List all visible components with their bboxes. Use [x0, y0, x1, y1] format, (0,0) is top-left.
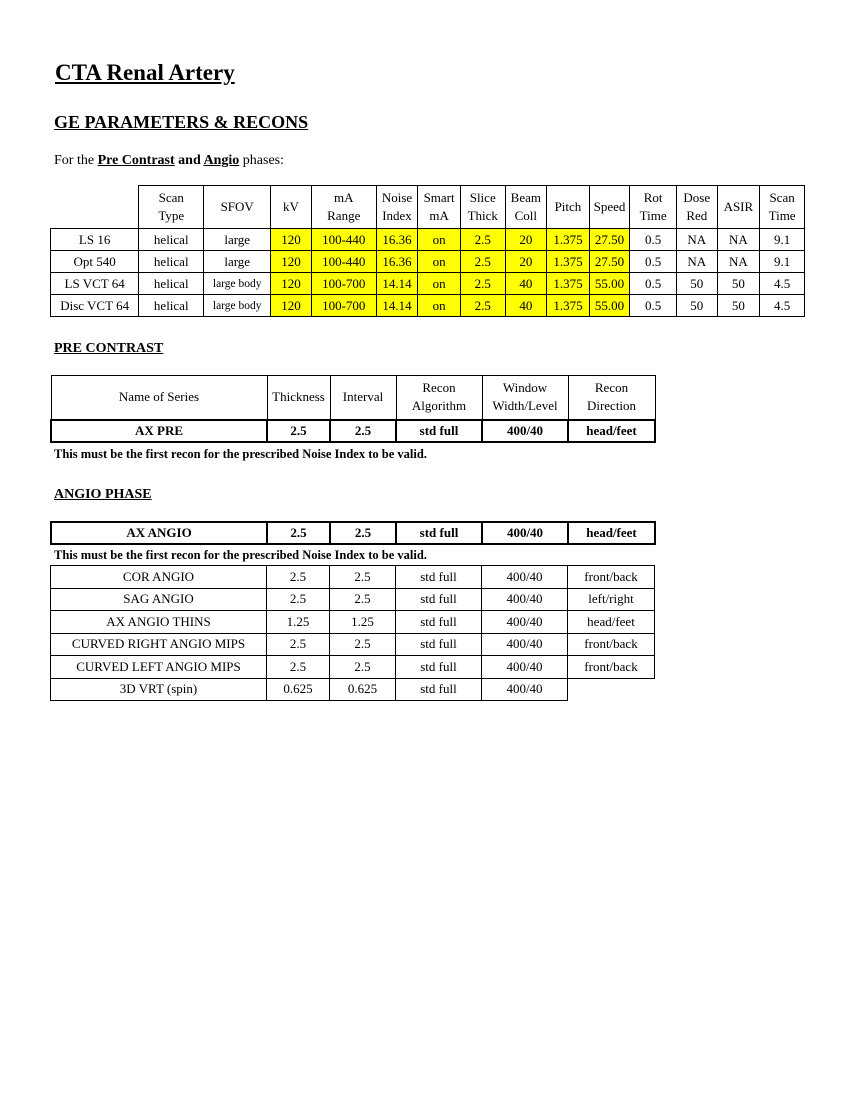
angio-recon-cell: left/right	[568, 588, 655, 611]
angio-recon-row	[51, 633, 655, 656]
pre-header-cell: Recon Direction	[568, 376, 655, 420]
angio-recon-cell: 1.25	[330, 611, 396, 634]
param-header-cell: kV	[271, 186, 312, 229]
angio-recon-cell: std full	[396, 678, 482, 701]
pre-series-cell: 2.5	[267, 420, 330, 442]
angio-recon-cell: 2.5	[330, 588, 396, 611]
angio-recon-cell: 400/40	[482, 566, 568, 589]
pre-header-cell: Interval	[330, 376, 396, 420]
scanner-name: Disc VCT 64	[51, 295, 139, 317]
param-cell: NA	[677, 251, 718, 273]
pre-contrast-note: This must be the first recon for the prescribed Noise Index to be valid.	[54, 447, 427, 461]
angio-recon-cell: 0.625	[267, 678, 330, 701]
angio-note: This must be the first recon for the prescribed Noise Index to be valid.	[54, 548, 427, 562]
param-cell: 120	[271, 295, 312, 317]
angio-phase-heading: ANGIO PHASE	[54, 487, 152, 502]
param-header-cell: Smart mA	[418, 186, 461, 229]
angio-recon-cell: 2.5	[330, 656, 396, 679]
param-cell: 100-700	[311, 295, 376, 317]
param-cell: 1.375	[547, 229, 590, 251]
param-header-row	[51, 186, 805, 229]
angio-primary-cell: 2.5	[267, 522, 330, 544]
param-cell: 2.5	[460, 229, 505, 251]
angio-primary-table	[50, 521, 656, 545]
param-cell: 14.14	[376, 295, 418, 317]
param-cell: on	[418, 295, 461, 317]
angio-primary-cell: std full	[396, 522, 482, 544]
param-cell: 2.5	[460, 273, 505, 295]
angio-primary-cell: 400/40	[482, 522, 568, 544]
param-cell: NA	[717, 229, 760, 251]
angio-recon-row	[51, 678, 655, 701]
document-subtitle: GE PARAMETERS & RECONS	[54, 112, 309, 132]
angio-recon-cell: std full	[396, 656, 482, 679]
param-cell: helical	[139, 295, 204, 317]
param-cell: 50	[717, 295, 760, 317]
scan-parameters-table	[50, 185, 805, 317]
param-cell: 1.375	[547, 251, 590, 273]
param-cell: 40	[505, 295, 547, 317]
param-cell: 1.375	[547, 295, 590, 317]
param-cell: 4.5	[760, 273, 805, 295]
angio-recon-cell: 2.5	[267, 633, 330, 656]
angio-primary-cell: head/feet	[568, 522, 655, 544]
scanner-name: Opt 540	[51, 251, 139, 273]
angio-recon-cell: 2.5	[267, 588, 330, 611]
pre-header-cell: Window Width/Level	[482, 376, 568, 420]
param-cell: 27.50	[589, 229, 630, 251]
param-cell: NA	[677, 229, 718, 251]
param-header-cell: Beam Coll	[505, 186, 547, 229]
param-cell: helical	[139, 251, 204, 273]
param-row	[51, 229, 805, 251]
param-cell: helical	[139, 273, 204, 295]
angio-primary-cell: AX ANGIO	[51, 522, 267, 544]
param-cell: 100-440	[311, 229, 376, 251]
pre-header-row	[51, 376, 655, 420]
pre-series-cell: 400/40	[482, 420, 568, 442]
angio-recon-row	[51, 611, 655, 634]
param-cell: 1.375	[547, 273, 590, 295]
angio-recon-cell: front/back	[568, 656, 655, 679]
angio-recon-cell: CURVED LEFT ANGIO MIPS	[51, 656, 267, 679]
param-row	[51, 273, 805, 295]
angio-recon-cell: AX ANGIO THINS	[51, 611, 267, 634]
param-cell: on	[418, 229, 461, 251]
angio-recon-row	[51, 566, 655, 589]
angio-recon-cell: std full	[396, 611, 482, 634]
pre-contrast-heading: PRE CONTRAST	[54, 341, 164, 356]
angio-recon-cell: 2.5	[267, 656, 330, 679]
param-cell: 50	[677, 295, 718, 317]
param-row	[51, 251, 805, 273]
pre-series-cell: 2.5	[330, 420, 396, 442]
param-cell: 120	[271, 273, 312, 295]
param-header-cell: Dose Red	[677, 186, 718, 229]
angio-recon-cell: std full	[396, 588, 482, 611]
intro-phase-angio: Angio	[203, 153, 240, 168]
param-cell: large	[204, 251, 271, 273]
angio-recon-cell: std full	[396, 566, 482, 589]
param-cell: 0.5	[630, 295, 677, 317]
param-cell: 0.5	[630, 273, 677, 295]
angio-recon-cell: CURVED RIGHT ANGIO MIPS	[51, 633, 267, 656]
angio-recon-cell: 3D VRT (spin)	[51, 678, 267, 701]
param-cell: 20	[505, 251, 547, 273]
param-cell: 0.5	[630, 229, 677, 251]
param-cell: 100-700	[311, 273, 376, 295]
param-cell: 120	[271, 229, 312, 251]
param-header-cell: Noise Index	[376, 186, 418, 229]
pre-header-cell: Name of Series	[51, 376, 267, 420]
param-cell: on	[418, 273, 461, 295]
param-cell: 9.1	[760, 251, 805, 273]
pre-series-cell: AX PRE	[51, 420, 267, 442]
param-cell: 2.5	[460, 251, 505, 273]
param-header-cell: Rot Time	[630, 186, 677, 229]
param-cell: 40	[505, 273, 547, 295]
param-cell: 2.5	[460, 295, 505, 317]
param-cell: large	[204, 229, 271, 251]
param-cell: 9.1	[760, 229, 805, 251]
param-cell: 16.36	[376, 251, 418, 273]
param-cell: helical	[139, 229, 204, 251]
angio-recon-cell: 400/40	[482, 633, 568, 656]
pre-contrast-table	[50, 375, 656, 443]
angio-recon-cell: 2.5	[330, 566, 396, 589]
param-header-cell: ASIR	[717, 186, 760, 229]
param-cell: 50	[717, 273, 760, 295]
pre-series-cell: std full	[396, 420, 482, 442]
document-title: CTA Renal Artery	[55, 60, 235, 85]
intro-phase-pre: Pre Contrast	[97, 153, 175, 168]
param-header-cell: Slice Thick	[460, 186, 505, 229]
param-cell: 100-440	[311, 251, 376, 273]
param-header-cell: Pitch	[547, 186, 590, 229]
param-cell: on	[418, 251, 461, 273]
angio-recon-row	[51, 656, 655, 679]
scanner-name: LS VCT 64	[51, 273, 139, 295]
angio-recon-cell: 400/40	[482, 678, 568, 701]
angio-primary-row	[51, 522, 655, 544]
angio-recon-cell: 0.625	[330, 678, 396, 701]
angio-recon-cell: 400/40	[482, 611, 568, 634]
pre-header-cell: Thickness	[267, 376, 330, 420]
param-cell: 16.36	[376, 229, 418, 251]
intro-and: and	[174, 153, 204, 168]
angio-recon-cell	[568, 678, 655, 701]
param-row	[51, 295, 805, 317]
angio-recon-cell: 2.5	[330, 633, 396, 656]
angio-recon-cell: front/back	[568, 633, 655, 656]
param-cell: large body	[204, 273, 271, 295]
param-cell: 120	[271, 251, 312, 273]
param-header-cell: Speed	[589, 186, 630, 229]
angio-recon-row	[51, 588, 655, 611]
intro-suffix: phases:	[239, 153, 284, 168]
param-cell: 0.5	[630, 251, 677, 273]
angio-primary-cell: 2.5	[330, 522, 396, 544]
angio-recon-cell: 2.5	[267, 566, 330, 589]
angio-recon-cell: std full	[396, 633, 482, 656]
param-header-cell: Scan Time	[760, 186, 805, 229]
angio-recon-cell: SAG ANGIO	[51, 588, 267, 611]
pre-header-cell: Recon Algorithm	[396, 376, 482, 420]
param-cell: large body	[204, 295, 271, 317]
pre-series-cell: head/feet	[568, 420, 655, 442]
param-header-corner	[51, 186, 139, 229]
scanner-name: LS 16	[51, 229, 139, 251]
angio-recon-cell: head/feet	[568, 611, 655, 634]
param-cell: 50	[677, 273, 718, 295]
param-cell: 55.00	[589, 273, 630, 295]
param-cell: 55.00	[589, 295, 630, 317]
angio-recon-cell: front/back	[568, 566, 655, 589]
pre-series-row	[51, 420, 655, 442]
param-cell: 14.14	[376, 273, 418, 295]
param-cell: NA	[717, 251, 760, 273]
param-header-cell: Scan Type	[139, 186, 204, 229]
angio-recon-cell: 1.25	[267, 611, 330, 634]
intro-text	[54, 151, 284, 171]
param-cell: 20	[505, 229, 547, 251]
angio-recon-cell: COR ANGIO	[51, 566, 267, 589]
intro-prefix: For the	[54, 153, 98, 168]
param-header-cell: mA Range	[311, 186, 376, 229]
param-cell: 4.5	[760, 295, 805, 317]
angio-recon-cell: 400/40	[482, 656, 568, 679]
param-cell: 27.50	[589, 251, 630, 273]
angio-recons-table	[50, 565, 655, 701]
param-header-cell: SFOV	[204, 186, 271, 229]
angio-recon-cell: 400/40	[482, 588, 568, 611]
